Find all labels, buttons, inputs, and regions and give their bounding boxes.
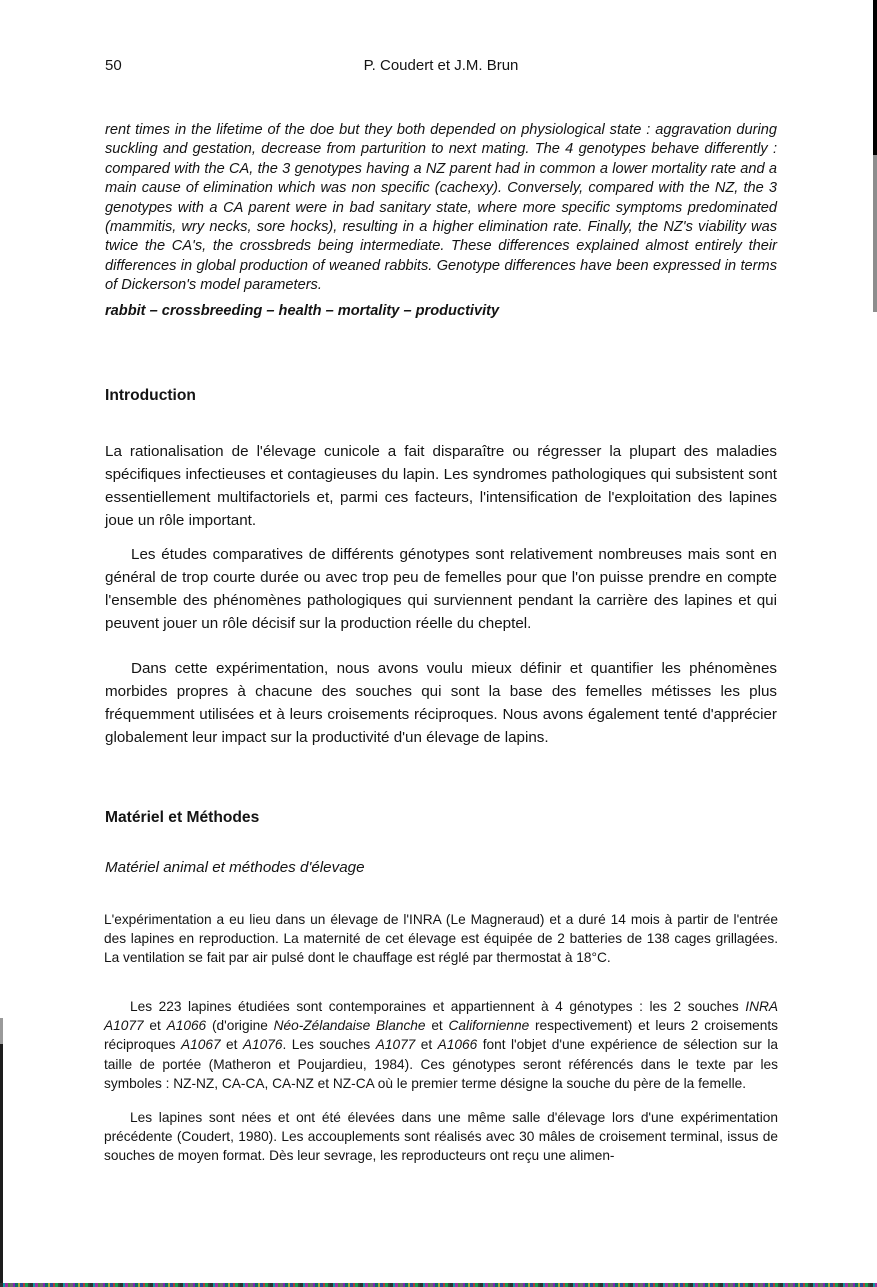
methods-subheading: Matériel animal et méthodes d'élevage [105, 859, 365, 876]
intro-paragraph-1: La rationalisation de l'élevage cunicole a fait disparaître ou régresser la plupart des maladies spécifiques infectieuses et contagieuses du lapin. Les syndromes pathologiques qui subsistent sont essentiellement multifactoriels et, parmi ces facteurs, l'intensification de l'exploitation des lapines joue un rôle important. [105, 443, 777, 529]
intro-paragraph-3: Dans cette expérimentation, nous avons voulu mieux définir et quantifier les phénomènes morbides propres à chacune des souches qui sont la base des femelles métisses les plus fréquemment utilisées et à leurs croisements réciproques. Nous avons également tenté d'apprécier globalement leur impact sur la productivité d'un élevage de lapins. [105, 660, 777, 746]
scan-artifact-right-edge [873, 0, 877, 312]
running-head: P. Coudert et J.M. Brun [363, 57, 519, 74]
keywords-line: rabbit – crossbreeding – health – mortality – productivity [105, 303, 500, 319]
page-number: 50 [105, 57, 122, 74]
section-heading-methods: Matériel et Méthodes [105, 809, 260, 826]
section-heading-introduction: Introduction [105, 387, 196, 404]
page-header [105, 57, 777, 74]
intro-paragraph-2: Les études comparatives de différents génotypes sont relativement nombreuses mais sont en général de trop courte durée ou avec trop peu de femelles pour que l'on puisse prendre en compte l'ensemble des phénomènes pathologiques qui surviennent pendant la carrière des lapines et qui peuvent jouer un rôle décisif sur la production réelle du cheptel. [105, 546, 777, 632]
scan-artifact-left-edge [0, 1018, 3, 1287]
abstract-text: rent times in the lifetime of the doe but they both depended on physiological state : aggravation during suckling and gestation, decrease from parturition to next mating. The 4 genotypes behave differently : compared with the CA, the 3 genotypes having a NZ parent had in common a lower mortality rate and a main cause of elimination which was non specific (cachexy). Conversely, compared with the NZ, the 3 genotypes with a CA parent were in bad sanitary state, where more specific symptoms predominated (mammitis, wry necks, sore hocks), resulting in a higher elimination rate. Finally, the NZ's viability was twice the CA's, the crossbreds being intermediate. These differences explained almost entirely their differences in global production of weaned rabbits. Genotype differences have been expressed in terms of Dickerson's model parameters. [105, 122, 777, 294]
methods-paragraph-2: Les 223 lapines étudiées sont contemporaines et appartiennent à 4 génotypes : les 2 souches INRA A1077 et A1066 (d'origine Néo-Zélandaise Blanche et Californienne respectivement) et leurs 2 croisements réciproques A1067 et A1076. Les souches A1077 et A1066 font l'objet d'une expérience de sélection sur la taille de portée (Matheron et Poujardieu, 1984). Ces génotypes seront référencés dans le texte par les symboles : NZ-NZ, CA-CA, CA-NZ et NZ-CA où le premier terme désigne la souche du père de la femelle. [104, 999, 778, 1091]
scan-noise-strip [0, 1283, 877, 1287]
methods-paragraph-3: Les lapines sont nées et ont été élevées dans une même salle d'élevage lors d'une expérimentation précédente (Coudert, 1980). Les accouplements sont réalisés avec 30 mâles de croisement terminal, issus de souches de moyen format. Dès leur sevrage, les reproducteurs ont reçu une alimen- [104, 1110, 778, 1164]
methods-paragraph-1: L'expérimentation a eu lieu dans un élevage de l'INRA (Le Magneraud) et a duré 14 mois à partir de l'entrée des lapines en reproduction. La maternité de cet élevage est équipée de 2 batteries de 138 cages grillagées. La ventilation se fait par air pulsé dont le chauffage est réglé par thermostat à 18°C. [104, 912, 778, 966]
